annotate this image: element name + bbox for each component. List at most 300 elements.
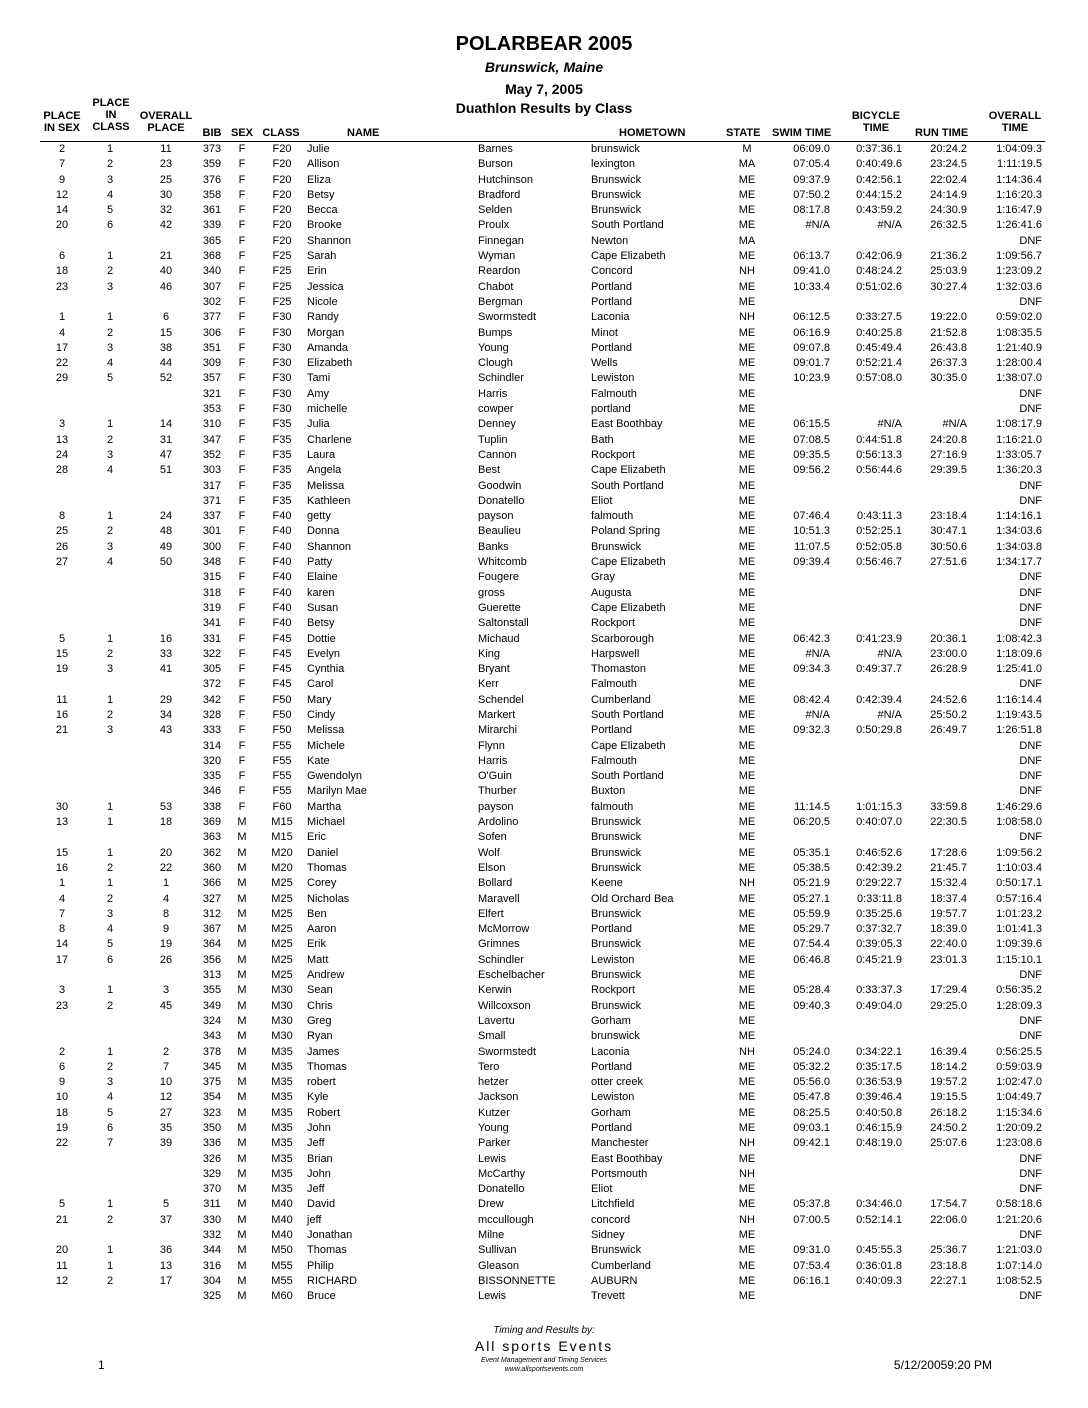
cell-bib: 302 <box>202 295 222 308</box>
cell-overall-time: DNF <box>1019 1229 1042 1242</box>
table-row <box>0 218 1088 233</box>
cell-swim-time: 05:38.5 <box>793 861 830 874</box>
cell-bib: 365 <box>202 234 222 247</box>
cell-first-name: Michael <box>307 816 345 829</box>
cell-first-name: Thomas <box>307 861 347 874</box>
cell-hometown: AUBURN <box>591 1274 638 1287</box>
cell-class: M55 <box>271 1274 293 1287</box>
cell-bicycle-time: #N/A <box>877 418 902 431</box>
cell-bib: 378 <box>202 1045 222 1058</box>
cell-overall-time: 1:38:07.0 <box>996 372 1042 385</box>
cell-hometown: Harpswell <box>591 647 640 660</box>
cell-state: ME <box>738 510 756 523</box>
cell-class: F45 <box>272 647 292 660</box>
cell-sex: F <box>238 525 246 538</box>
cell-hometown: Thomaston <box>591 663 647 676</box>
cell-first-name: Morgan <box>307 326 345 339</box>
cell-bib: 363 <box>202 831 222 844</box>
table-row <box>0 830 1088 845</box>
cell-place-class: 1 <box>106 1259 114 1272</box>
cell-overall-place: 5 <box>162 1198 170 1211</box>
cell-last-name: Bumps <box>478 326 513 339</box>
cell-sex: F <box>238 341 246 354</box>
cell-last-name: Kerr <box>478 678 499 691</box>
cell-overall-time: 1:46:29.6 <box>996 800 1042 813</box>
cell-first-name: Elaine <box>307 571 338 584</box>
cell-bib: 323 <box>202 1106 222 1119</box>
cell-hometown: Cape Elizabeth <box>591 556 666 569</box>
cell-overall-time: DNF <box>1019 403 1042 416</box>
cell-bicycle-time: 0:33:27.5 <box>856 311 902 324</box>
cell-place-sex: 30 <box>55 800 69 813</box>
cell-run-time: 21:36.2 <box>930 250 967 263</box>
cell-bicycle-time: 0:42:06.9 <box>856 250 902 263</box>
cell-place-sex: 12 <box>55 188 69 201</box>
cell-swim-time: 06:46.8 <box>793 953 830 966</box>
cell-first-name: Becca <box>307 204 338 217</box>
cell-run-time: 23:18.8 <box>930 1259 967 1272</box>
cell-last-name: Best <box>478 464 501 477</box>
cell-first-name: jeff <box>307 1213 322 1226</box>
cell-hometown: Falmouth <box>591 678 637 691</box>
table-row <box>0 1197 1088 1212</box>
cell-run-time: 22:06.0 <box>930 1213 967 1226</box>
cell-bicycle-time: 0:42:56.1 <box>856 173 902 186</box>
cell-swim-time: 09:40.3 <box>793 999 830 1012</box>
cell-state: ME <box>738 632 756 645</box>
cell-swim-time: 05:29.7 <box>793 923 830 936</box>
table-row <box>0 188 1088 203</box>
cell-bib: 360 <box>202 861 222 874</box>
cell-bicycle-time: 0:39:05.3 <box>856 938 902 951</box>
cell-overall-place: 49 <box>159 540 173 553</box>
table-row <box>0 1121 1088 1136</box>
cell-hometown: Brunswick <box>591 816 642 829</box>
cell-sex: F <box>238 647 246 660</box>
cell-bicycle-time: 0:37:32.7 <box>856 923 902 936</box>
cell-sex: M <box>237 1198 247 1211</box>
cell-sex: F <box>238 250 246 263</box>
cell-class: F20 <box>272 143 292 155</box>
cell-state: ME <box>738 907 756 920</box>
cell-sex: M <box>237 999 247 1012</box>
cell-first-name: Aaron <box>307 923 337 936</box>
brand-logo-text: All sports Events <box>474 1338 614 1354</box>
cell-bib: 318 <box>202 586 222 599</box>
cell-first-name: Jeff <box>307 1183 325 1196</box>
cell-last-name: Proulx <box>478 219 510 232</box>
cell-place-sex: 26 <box>55 540 69 553</box>
cell-sex: F <box>238 280 246 293</box>
cell-first-name: Matt <box>307 953 329 966</box>
cell-overall-time: 1:19:43.5 <box>996 708 1042 721</box>
table-row <box>0 861 1088 876</box>
cell-run-time: 26:37.3 <box>930 357 967 370</box>
cell-bib: 341 <box>202 617 222 630</box>
cell-bib: 316 <box>202 1259 222 1272</box>
cell-run-time: 19:15.5 <box>930 1091 967 1104</box>
cell-last-name: Michaud <box>478 632 520 645</box>
cell-hometown: Lewiston <box>591 953 635 966</box>
cell-place-sex: 8 <box>58 923 66 936</box>
cell-class: F45 <box>272 678 292 691</box>
cell-overall-place: 47 <box>159 448 173 461</box>
cell-first-name: Dottie <box>307 632 336 645</box>
cell-overall-time: 1:08:52.5 <box>996 1274 1042 1287</box>
cell-class: F55 <box>272 739 292 752</box>
table-row <box>0 1228 1088 1243</box>
cell-overall-time: DNF <box>1019 1014 1042 1027</box>
cell-run-time: 16:39.4 <box>930 1045 967 1058</box>
cell-last-name: Sullivan <box>478 1244 517 1257</box>
cell-class: F30 <box>272 387 292 400</box>
cell-class: M25 <box>271 938 293 951</box>
cell-place-sex: 21 <box>55 1213 69 1226</box>
cell-run-time: 24:20.8 <box>930 433 967 446</box>
cell-run-time: 24:14.9 <box>930 188 967 201</box>
cell-state: NH <box>739 1213 755 1226</box>
table-row <box>0 739 1088 754</box>
cell-first-name: Eric <box>307 831 326 844</box>
cell-place-class: 2 <box>106 525 114 538</box>
cell-place-sex: 16 <box>55 708 69 721</box>
cell-bicycle-time: 0:40:09.3 <box>856 1274 902 1287</box>
cell-class: M40 <box>271 1229 293 1242</box>
cell-first-name: Kate <box>307 754 330 767</box>
cell-bib: 312 <box>202 907 222 920</box>
cell-class: F20 <box>272 219 292 232</box>
table-row <box>0 784 1088 799</box>
cell-bib: 364 <box>202 938 222 951</box>
cell-sex: M <box>237 816 247 829</box>
cell-run-time: 26:49.7 <box>930 724 967 737</box>
cell-bib: 335 <box>202 770 222 783</box>
cell-overall-time: DNF <box>1019 1152 1042 1165</box>
table-row <box>0 1152 1088 1167</box>
table-row <box>0 417 1088 432</box>
cell-state: ME <box>738 1290 756 1303</box>
cell-overall-time: 0:58:18.6 <box>996 1198 1042 1211</box>
cell-overall-time: 1:28:00.4 <box>996 357 1042 370</box>
cell-place-class: 7 <box>106 1137 114 1150</box>
cell-bicycle-time: 0:56:44.6 <box>856 464 902 477</box>
cell-swim-time: 09:32.3 <box>793 724 830 737</box>
cell-overall-place: 41 <box>159 663 173 676</box>
cell-class: F45 <box>272 632 292 645</box>
table-row <box>0 1289 1088 1304</box>
cell-bicycle-time: 0:52:21.4 <box>856 357 902 370</box>
cell-place-sex: 8 <box>58 510 66 523</box>
cell-hometown: Portland <box>591 295 632 308</box>
cell-hometown: Brunswick <box>591 173 642 186</box>
cell-overall-time: DNF <box>1019 234 1042 247</box>
cell-class: F35 <box>272 479 292 492</box>
cell-bib: 371 <box>202 494 222 507</box>
cell-swim-time: 07:05.4 <box>793 158 830 171</box>
cell-swim-time: 05:35.1 <box>793 846 830 859</box>
cell-first-name: Andrew <box>307 969 345 982</box>
cell-bib: 329 <box>202 1167 222 1180</box>
cell-place-sex: 29 <box>55 372 69 385</box>
cell-bib: 345 <box>202 1060 222 1073</box>
table-row <box>0 800 1088 815</box>
cell-overall-place: 17 <box>159 1274 173 1287</box>
cell-swim-time: 08:25.5 <box>793 1106 830 1119</box>
cell-class: F25 <box>272 295 292 308</box>
cell-class: M35 <box>271 1060 293 1073</box>
cell-state: ME <box>738 800 756 813</box>
cell-sex: M <box>237 1091 247 1104</box>
cell-class: F20 <box>272 188 292 201</box>
cell-first-name: Julia <box>307 418 330 431</box>
cell-swim-time: 07:50.2 <box>793 188 830 201</box>
cell-class: F40 <box>272 571 292 584</box>
cell-sex: F <box>238 173 246 186</box>
cell-bib: 306 <box>202 326 222 339</box>
cell-bicycle-time: 0:44:51.8 <box>856 433 902 446</box>
cell-place-class: 5 <box>106 204 114 217</box>
cell-last-name: Cannon <box>478 448 517 461</box>
cell-bib: 310 <box>202 418 222 431</box>
cell-state: ME <box>738 403 756 416</box>
cell-hometown: Laconia <box>591 311 630 324</box>
cell-last-name: Elson <box>478 861 506 874</box>
cell-bib: 333 <box>202 724 222 737</box>
table-row <box>0 632 1088 647</box>
cell-hometown: Gorham <box>591 1106 631 1119</box>
cell-sex: F <box>238 418 246 431</box>
cell-place-class: 1 <box>106 984 114 997</box>
cell-class: F40 <box>272 525 292 538</box>
cell-hometown: Manchester <box>591 1137 649 1150</box>
cell-first-name: Donna <box>307 525 340 538</box>
cell-overall-place: 25 <box>159 173 173 186</box>
cell-first-name: Melissa <box>307 724 345 737</box>
cell-last-name: Willcoxson <box>478 999 531 1012</box>
cell-bicycle-time: 0:34:22.1 <box>856 1045 902 1058</box>
cell-bib: 366 <box>202 877 222 890</box>
cell-class: F35 <box>272 448 292 461</box>
table-row <box>0 234 1088 249</box>
cell-state: ME <box>738 250 756 263</box>
cell-state: ME <box>738 433 756 446</box>
cell-last-name: Parker <box>478 1137 511 1150</box>
cell-place-sex: 16 <box>55 861 69 874</box>
cell-class: F40 <box>272 601 292 614</box>
cell-class: M35 <box>271 1152 293 1165</box>
cell-run-time: 15:32.4 <box>930 877 967 890</box>
cell-place-sex: 21 <box>55 724 69 737</box>
cell-state: ME <box>738 280 756 293</box>
cell-bicycle-time: 0:42:39.2 <box>856 861 902 874</box>
cell-state: ME <box>738 1198 756 1211</box>
cell-last-name: Bollard <box>478 877 513 890</box>
cell-overall-place: 8 <box>162 907 170 920</box>
table-row <box>0 402 1088 417</box>
cell-class: M25 <box>271 923 293 936</box>
cell-place-sex: 18 <box>55 265 69 278</box>
cell-overall-time: 1:21:40.9 <box>996 341 1042 354</box>
cell-bib: 338 <box>202 800 222 813</box>
cell-last-name: Saltonstall <box>478 617 529 630</box>
cell-hometown: portland <box>591 403 631 416</box>
cell-sex: M <box>237 1030 247 1043</box>
table-row <box>0 570 1088 585</box>
cell-overall-time: DNF <box>1019 739 1042 752</box>
cell-bib: 344 <box>202 1244 222 1257</box>
col-bib: BIB <box>202 127 222 139</box>
cell-class: F25 <box>272 250 292 263</box>
cell-state: ME <box>738 326 756 339</box>
cell-sex: F <box>238 739 246 752</box>
table-row <box>0 647 1088 662</box>
table-row <box>0 203 1088 218</box>
cell-hometown: Lewiston <box>591 372 635 385</box>
cell-sex: F <box>238 311 246 324</box>
cell-bib: 301 <box>202 525 222 538</box>
cell-bib: 307 <box>202 280 222 293</box>
cell-last-name: O'Guin <box>478 770 512 783</box>
cell-state: ME <box>738 1106 756 1119</box>
cell-bib: 317 <box>202 479 222 492</box>
cell-bicycle-time: 0:49:37.7 <box>856 663 902 676</box>
table-row <box>0 892 1088 907</box>
cell-hometown: Eliot <box>591 494 613 507</box>
cell-place-class: 2 <box>106 158 114 171</box>
cell-class: M15 <box>271 816 293 829</box>
cell-class: M25 <box>271 953 293 966</box>
cell-hometown: Concord <box>591 265 633 278</box>
cell-bib: 350 <box>202 1122 222 1134</box>
cell-first-name: Mary <box>307 693 332 706</box>
cell-bicycle-time: 0:46:52.6 <box>856 846 902 859</box>
cell-first-name: Cynthia <box>307 663 345 676</box>
cell-sex: F <box>238 510 246 523</box>
cell-place-class: 4 <box>106 188 114 201</box>
cell-place-sex: 18 <box>55 1106 69 1119</box>
cell-class: F30 <box>272 326 292 339</box>
cell-bicycle-time: 0:40:49.6 <box>856 158 902 171</box>
cell-sex: F <box>238 800 246 813</box>
cell-last-name: Harris <box>478 754 508 767</box>
cell-last-name: Harris <box>478 387 508 400</box>
cell-overall-time: 1:09:39.6 <box>996 938 1042 951</box>
cell-swim-time: #N/A <box>805 647 830 660</box>
cell-first-name: Jessica <box>307 280 344 293</box>
cell-overall-place: 36 <box>159 1244 173 1257</box>
cell-sex: F <box>238 372 246 385</box>
cell-overall-place: 42 <box>159 219 173 232</box>
cell-overall-time: 1:21:03.0 <box>996 1244 1042 1257</box>
cell-overall-place: 45 <box>159 999 173 1012</box>
cell-first-name: Corey <box>307 877 337 890</box>
cell-sex: F <box>238 387 246 400</box>
cell-place-sex: 19 <box>55 663 69 676</box>
cell-bib: 349 <box>202 999 222 1012</box>
cell-bicycle-time: 0:45:21.9 <box>856 953 902 966</box>
cell-first-name: Carol <box>307 678 334 691</box>
cell-hometown: Trevett <box>591 1290 625 1303</box>
cell-hometown: Augusta <box>591 586 632 599</box>
cell-state: ME <box>738 969 756 982</box>
cell-last-name: hetzer <box>478 1076 509 1089</box>
cell-overall-time: 1:26:51.8 <box>996 724 1042 737</box>
cell-class: M35 <box>271 1183 293 1196</box>
cell-overall-place: 14 <box>159 418 173 431</box>
table-row <box>0 448 1088 463</box>
cell-overall-time: 1:32:03.6 <box>996 280 1042 293</box>
cell-class: M25 <box>271 969 293 982</box>
cell-bicycle-time: 0:36:53.9 <box>856 1076 902 1089</box>
cell-state: ME <box>738 341 756 354</box>
cell-first-name: Betsy <box>307 617 335 630</box>
cell-bicycle-time: 0:34:46.0 <box>856 1198 902 1211</box>
cell-run-time: 22:30.5 <box>930 816 967 829</box>
cell-overall-time: 1:23:09.2 <box>996 265 1042 278</box>
cell-overall-place: 11 <box>160 143 172 155</box>
cell-hometown: Brunswick <box>591 1244 642 1257</box>
cell-state: NH <box>739 877 755 890</box>
cell-swim-time: 07:46.4 <box>793 510 830 523</box>
cell-last-name: Guerette <box>478 601 521 614</box>
cell-bib: 362 <box>202 846 222 859</box>
cell-run-time: 19:57.2 <box>930 1076 967 1089</box>
cell-swim-time: 09:07.8 <box>793 341 830 354</box>
cell-bib: 327 <box>202 892 222 905</box>
cell-first-name: Robert <box>307 1106 341 1119</box>
cell-last-name: Donatello <box>478 494 525 507</box>
cell-sex: M <box>237 846 247 859</box>
cell-last-name: Bradford <box>478 188 521 201</box>
cell-swim-time: 09:37.9 <box>793 173 830 186</box>
cell-overall-place: 16 <box>159 632 173 645</box>
cell-first-name: Shannon <box>307 234 352 247</box>
cell-state: NH <box>739 265 755 278</box>
cell-class: F20 <box>272 234 292 247</box>
cell-sex: M <box>237 1106 247 1119</box>
cell-first-name: Brooke <box>307 219 342 232</box>
cell-sex: F <box>238 556 246 569</box>
cell-last-name: payson <box>478 800 514 813</box>
cell-first-name: David <box>307 1198 336 1211</box>
cell-first-name: Nicholas <box>307 892 350 905</box>
cell-swim-time: 06:42.3 <box>793 632 830 645</box>
cell-bicycle-time: 0:39:46.4 <box>856 1091 902 1104</box>
cell-state: ME <box>738 617 756 630</box>
table-row <box>0 968 1088 983</box>
cell-hometown: Rockport <box>591 984 636 997</box>
cell-last-name: Chabot <box>478 280 514 293</box>
cell-bicycle-time: 0:51:02.6 <box>856 280 902 293</box>
cell-overall-place: 52 <box>159 372 173 385</box>
cell-swim-time: 05:56.0 <box>793 1076 830 1089</box>
cell-first-name: Marilyn Mae <box>307 785 367 798</box>
cell-overall-place: 18 <box>159 816 173 829</box>
cell-first-name: Sean <box>307 984 333 997</box>
cell-sex: M <box>237 923 247 936</box>
cell-bicycle-time: 0:48:19.0 <box>856 1137 902 1150</box>
cell-sex: M <box>237 969 247 982</box>
cell-overall-time: DNF <box>1019 770 1042 783</box>
cell-swim-time: #N/A <box>805 219 830 232</box>
cell-overall-time: 1:15:10.1 <box>996 953 1042 966</box>
cell-swim-time: 09:56.2 <box>793 464 830 477</box>
cell-swim-time: #N/A <box>805 708 830 721</box>
cell-overall-place: 50 <box>159 556 173 569</box>
cell-class: F20 <box>272 204 292 217</box>
cell-sex: F <box>238 204 246 217</box>
cell-run-time: 19:57.7 <box>930 907 967 920</box>
